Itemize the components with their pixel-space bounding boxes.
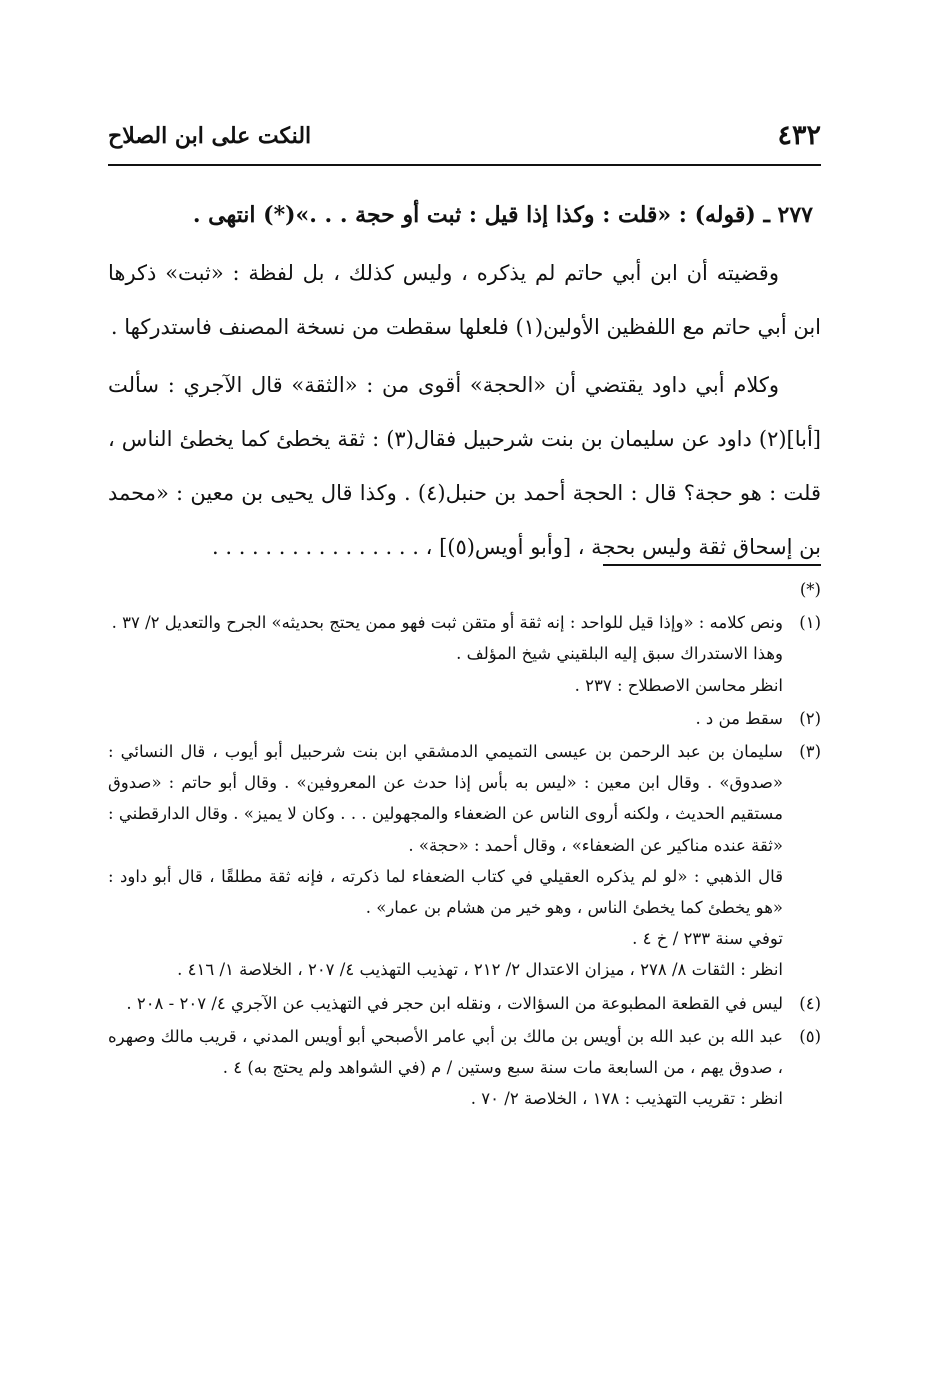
- footnote-text: وهذا الاستدراك سبق إليه البلقيني شيخ المؤلف .: [456, 644, 783, 664]
- footnote-number: (٣): [799, 742, 821, 762]
- paragraph-2: وكلام أبي داود يقتضي أن «الحجة» أقوى من : «الثقة» قال الآجري : سألت [أبا](٢) داود عن سليمان بن بنت شرحبيل فقال(٣) : ثقة يخطئ كما يخطئ الناس ، قلت : هو حجة؟ قال : الحجة أحمد بن حنبل(٤) . وكذا قال يحيى بن معين : «محمد بن إسحاق ثقة وليس بحجة ، [وأبو أويس(٥)] ، . . . . . . . . . . . . . . . .: [108, 373, 821, 559]
- entry-heading: ٢٧٧ ـ (قوله) : «قلت : وكذا إذا قيل : ثبت أو حجة . . .»(*) انتهى .: [192, 202, 813, 228]
- footnote-text: عبد الله بن عبد الله بن أويس بن مالك بن أبي عامر الأصبحي أبو أويس المدني ، قريب مالك وصهره ، صدوق يهم ، من السابعة مات سنة سبع وستين / م (في الشواهد ولم يحتج به) ٤ .: [108, 1026, 783, 1078]
- footnote-text: انظر : تقريب التهذيب : ١٧٨ ، الخلاصة ٢/ ٧٠ .: [470, 1089, 783, 1109]
- footnote-3: [108, 736, 821, 986]
- footnote-number: (٥): [799, 1026, 821, 1046]
- footnote-star: [108, 574, 821, 605]
- footnote-4: [108, 988, 821, 1019]
- running-header: [108, 120, 821, 160]
- footnote-number: (٤): [799, 993, 821, 1013]
- footnote-text: انظر محاسن الاصطلاح : ٢٣٧ .: [574, 675, 783, 695]
- header-rule: [108, 164, 821, 166]
- footnote-number: (١): [799, 613, 821, 633]
- footnote-1: [108, 607, 821, 701]
- footnote-2: [108, 703, 821, 734]
- footnote-text: سقط من د .: [695, 708, 783, 728]
- footnote-text: ونص كلامه : «وإذا قيل للواحد : إنه ثقة أو متقن ثبت فهو ممن يحتج بحديثه» الجرح والتعديل ٢/ ٣٧ .: [111, 613, 783, 633]
- page-number: ٤٣٢: [777, 120, 821, 151]
- running-title: النكت على ابن الصلاح: [108, 123, 312, 149]
- footnote-text: توفي سنة ٢٣٣ / خ ٤ .: [632, 929, 783, 949]
- footnote-5: [108, 1021, 821, 1115]
- footnote-rule: [603, 564, 821, 566]
- footnote-number: (٢): [799, 708, 821, 728]
- footnote-text: قال الذهبي : «لو لم يذكره العقيلي في كتاب الضعفاء لما ذكرته ، فإنه ثقة مطلقًا ، قال أبو داود : «هو يخطئ كما يخطئ الناس ، وهو خير من هشام بن عمار» .: [108, 866, 783, 918]
- footnote-text: انظر : الثقات ٨/ ٢٧٨ ، ميزان الاعتدال ٢/ ٢١٢ ، تهذيب التهذيب ٤/ ٢٠٧ ، الخلاصة ١/ ٤١٦ .: [177, 960, 783, 980]
- footnotes: [108, 574, 821, 1114]
- footnote-text: سليمان بن عبد الرحمن بن عيسى التميمي الدمشقي ابن بنت شرحبيل أبو أيوب ، قال النسائي : «صدوق» . وقال ابن معين : «ليس به بأس إذا حدث عن المعروفين» . وقال أبو حاتم : «صدوق مستقيم الحديث ، ولكنه أروى الناس عن الضعفاء والمجهولين . . . وكان لا يميز» . وقال الدارقطني : «ثقة عنده مناكير عن الضعفاء» ، وقال أحمد : «حجة» .: [108, 742, 783, 855]
- paragraph-1: وقضيته أن ابن أبي حاتم لم يذكره ، وليس كذلك ، بل لفظة : «ثبت» ذكرها ابن أبي حاتم مع اللفظين الأولين(١) فلعلها سقطت من نسخة المصنف فاستدركها .: [108, 261, 821, 339]
- main-text: [108, 188, 821, 574]
- footnote-text: ليس في القطعة المطبوعة من السؤالات ، ونقله ابن حجر في التهذيب عن الآجري ٤/ ٢٠٧ - ٢٠٨ .: [126, 993, 783, 1013]
- footnote-star-marker: (*): [799, 580, 821, 599]
